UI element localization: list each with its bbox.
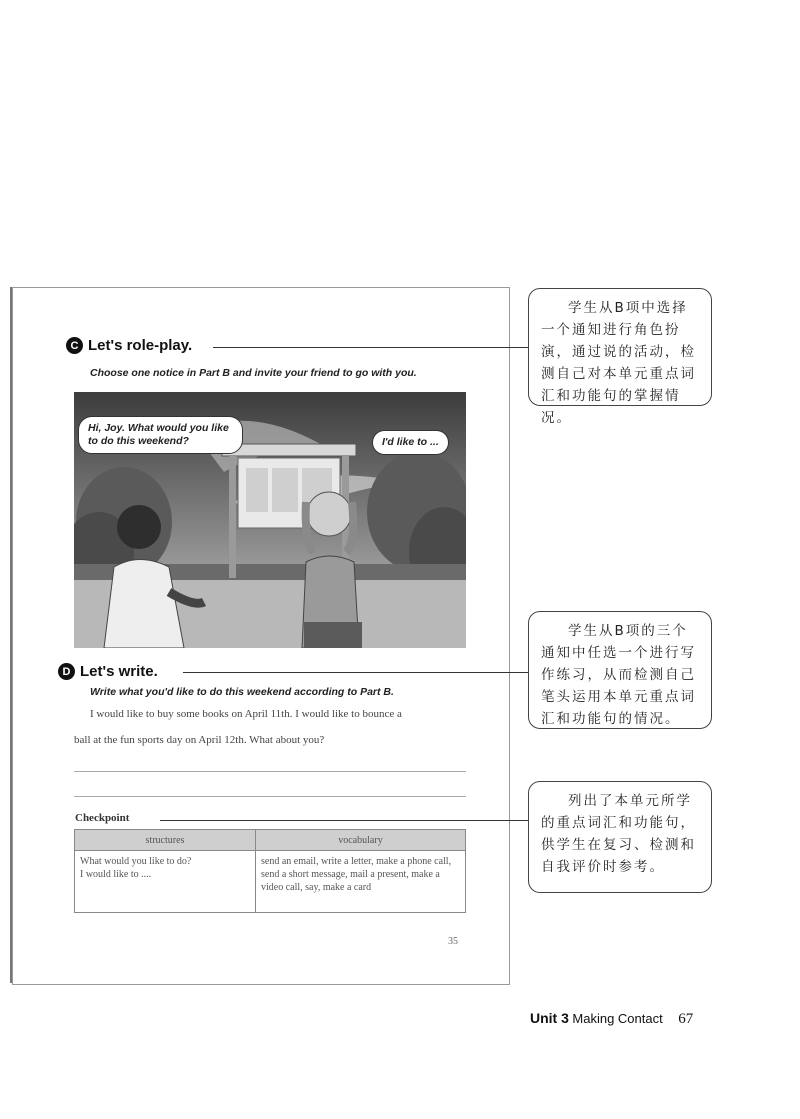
footer-page-number: 67 — [678, 1011, 694, 1027]
writing-example-line-1: I would like to buy some books on April 11th. I would like to bounce a — [90, 708, 402, 720]
section-c-title: Let's role-play. — [88, 337, 193, 354]
connector-line-checkpoint — [160, 820, 528, 821]
page-footer — [530, 1010, 693, 1028]
section-d-title: Let's write. — [80, 663, 158, 680]
structure-item: What would you like to do? — [80, 856, 192, 867]
note-checkpoint-text: 列出了本单元所学的重点词汇和功能句，供学生在复习、检测和自我评价时参考。 — [541, 793, 696, 875]
section-d-instruction: Write what you'd like to do this weekend according to Part B. — [90, 686, 394, 698]
checkpoint-title: Checkpoint — [75, 812, 130, 824]
writing-example-line-2: ball at the fun sports day on April 12th. What about you? — [74, 734, 325, 746]
unit-title: Making Contact — [572, 1011, 663, 1026]
note-checkpoint — [528, 781, 712, 893]
section-d-letter: D — [58, 663, 75, 680]
note-writing — [528, 611, 712, 729]
vocabulary-cell: send an email, write a letter, make a phone call, send a short message, mail a present, make a video call, say, make a card — [256, 851, 466, 913]
writing-line — [74, 796, 466, 797]
writing-line — [74, 771, 466, 772]
note-writing-text: 学生从B项的三个通知中任选一个进行写作练习，从而检测自己笔头运用本单元重点词汇和功能句的情况。 — [541, 623, 696, 727]
book-page-number: 35 — [448, 936, 458, 947]
section-d-heading — [58, 663, 158, 680]
section-c-heading — [66, 337, 192, 354]
speech-bubble-girl: I'd like to ... — [372, 430, 449, 455]
connector-line-c — [213, 347, 528, 348]
note-role-play-text: 学生从B项中选择一个通知进行角色扮演，通过说的活动，检测自己对本单元重点词汇和功能句的掌握情况。 — [541, 300, 696, 426]
connector-line-d — [183, 672, 528, 673]
note-role-play — [528, 288, 712, 426]
structures-cell — [75, 851, 256, 913]
structure-item: I would like to .... — [80, 869, 152, 880]
table-header-vocabulary: vocabulary — [256, 830, 466, 851]
unit-label: Unit 3 — [530, 1010, 569, 1026]
section-c-letter: C — [66, 337, 83, 354]
checkpoint-table — [74, 829, 466, 913]
section-c-instruction: Choose one notice in Part B and invite your friend to go with you. — [90, 367, 417, 379]
speech-bubble-boy: Hi, Joy. What would you like to do this weekend? — [78, 416, 243, 454]
checkpoint-table-wrap — [74, 829, 466, 913]
table-header-structures: structures — [75, 830, 256, 851]
